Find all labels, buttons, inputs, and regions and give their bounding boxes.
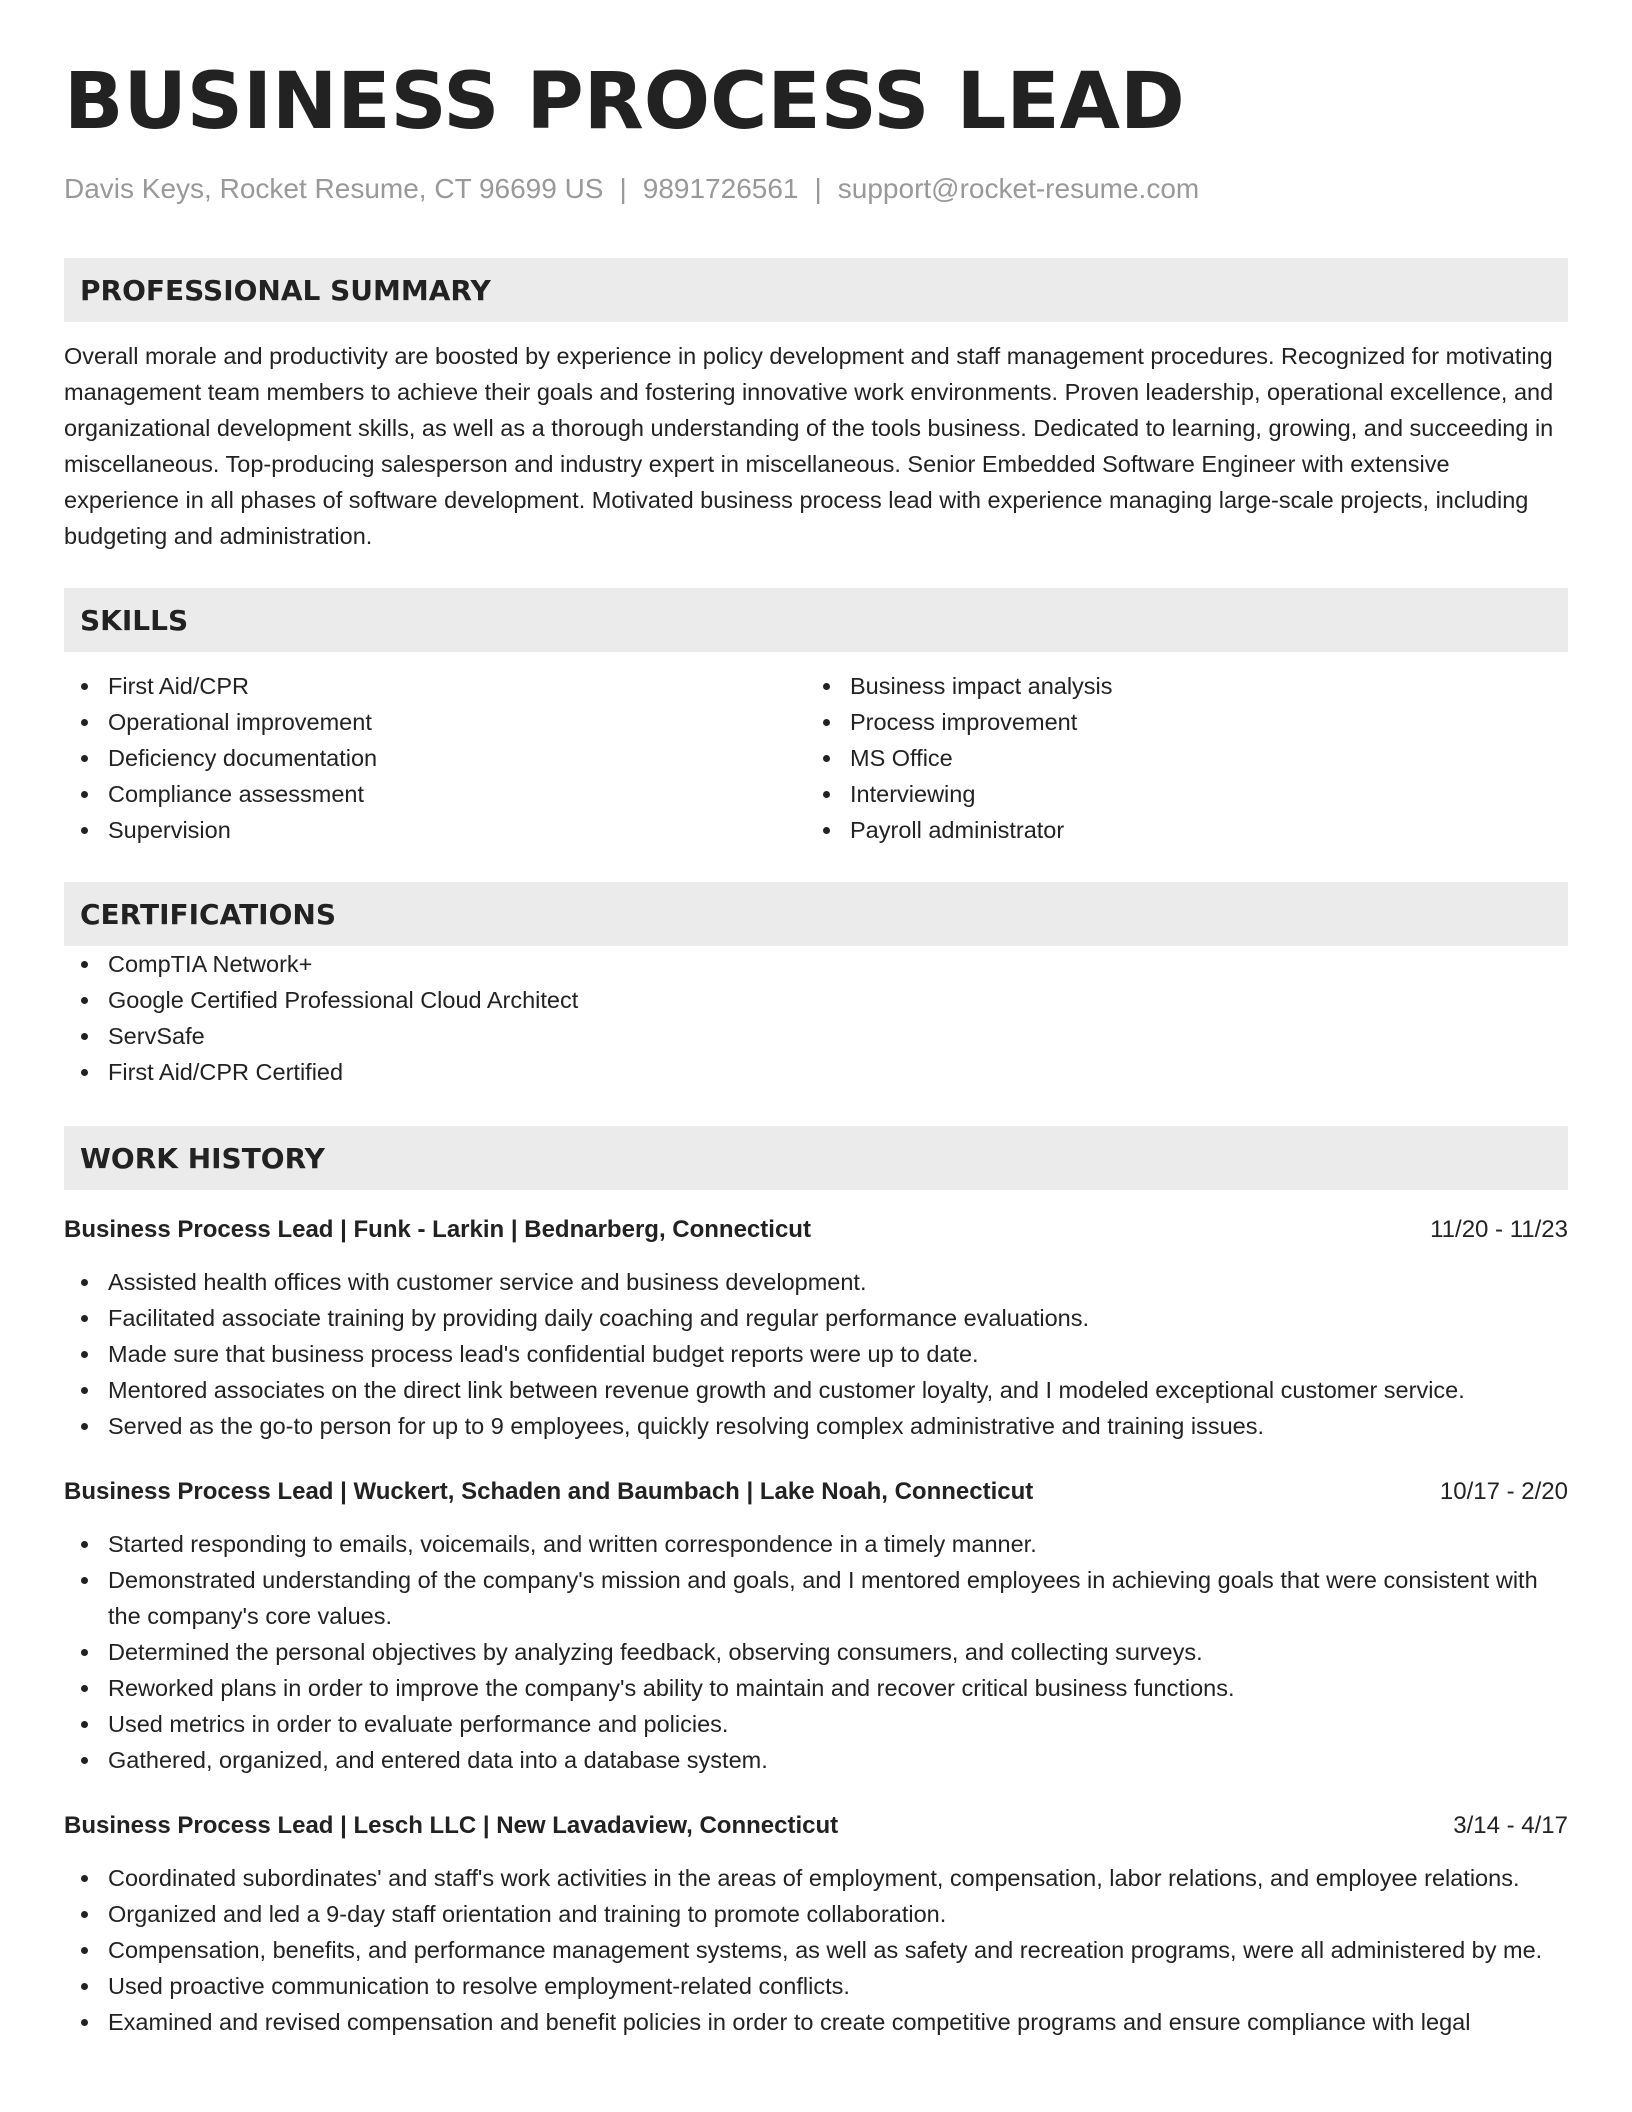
- job-duty: Made sure that business process lead's confidential budget reports were up to date.: [64, 1336, 1568, 1372]
- job-duty: Mentored associates on the direct link between revenue growth and customer loyalty, and I modeled exceptional customer service.: [64, 1372, 1568, 1408]
- job-title: Business Process Lead | Lesch LLC | New Lavadaview, Connecticut: [64, 1812, 839, 1839]
- job-entry: [64, 1808, 1568, 2040]
- certifications-list: [64, 946, 1568, 1090]
- skill-item: Payroll administrator: [806, 812, 1548, 848]
- summary-paragraph: Overall morale and productivity are boosted by experience in policy development and staff management procedures. Recognized for motivating management team members to achieve their goals and fostering innovative work environments. Proven leadership, operational excellence, and organizational development skills, as well as a thorough understanding of the tools business. Dedicated to learning, growing, and succeeding in miscellaneous. Top-producing salesperson and industry expert in miscellaneous. Senior Embedded Software Engineer with extensive experience in all phases of software development. Motivated business process lead with experience managing large-scale projects, including budgeting and administration.: [64, 343, 1554, 549]
- section-heading-certifications: CERTIFICATIONS: [64, 882, 1568, 946]
- job-duty: Determined the personal objectives by analyzing feedback, observing consumers, and collecting surveys.: [64, 1634, 1568, 1670]
- certification-item: CompTIA Network+: [64, 946, 1568, 982]
- section-heading-work-history: WORK HISTORY: [64, 1126, 1568, 1190]
- job-duty: Assisted health offices with customer service and business development.: [64, 1264, 1568, 1300]
- resume-page: [64, 0, 1568, 2040]
- job-duty: Started responding to emails, voicemails, and written correspondence in a timely manner.: [64, 1526, 1568, 1562]
- job-dates: 3/14 - 4/17: [1453, 1812, 1568, 1839]
- skill-item: Operational improvement: [64, 704, 806, 740]
- section-heading-skills: SKILLS: [64, 588, 1568, 652]
- job-header: [64, 1808, 1568, 1844]
- skill-item: Business impact analysis: [806, 668, 1548, 704]
- skill-item: Supervision: [64, 812, 806, 848]
- job-duty: Reworked plans in order to improve the company's ability to maintain and recover critical business functions.: [64, 1670, 1568, 1706]
- contact-phone: 9891726561: [642, 173, 799, 204]
- job-duty: Compensation, benefits, and performance management systems, as well as safety and recreation programs, were all administered by me.: [64, 1932, 1568, 1968]
- job-duty: Used metrics in order to evaluate performance and policies.: [64, 1706, 1568, 1742]
- contact-separator: |: [619, 173, 627, 204]
- section-heading-summary: PROFESSIONAL SUMMARY: [64, 258, 1568, 322]
- job-dates: 10/17 - 2/20: [1439, 1478, 1568, 1505]
- skill-item: Deficiency documentation: [64, 740, 806, 776]
- skills-grid: [64, 668, 1568, 848]
- skill-item: Compliance assessment: [64, 776, 806, 812]
- job-header: [64, 1474, 1568, 1510]
- job-duties-list: [64, 1526, 1568, 1778]
- job-duty: Organized and led a 9-day staff orientation and training to promote collaboration.: [64, 1896, 1568, 1932]
- resume-title: BUSINESS PROCESS LEAD: [64, 57, 1185, 147]
- contact-address: Davis Keys, Rocket Resume, CT 96699 US: [64, 173, 604, 204]
- contact-email: support@rocket-resume.com: [837, 173, 1200, 204]
- certification-item: First Aid/CPR Certified: [64, 1054, 1568, 1090]
- certification-item: Google Certified Professional Cloud Architect: [64, 982, 1568, 1018]
- job-duty: Gathered, organized, and entered data into a database system.: [64, 1742, 1568, 1778]
- job-duty: Served as the go-to person for up to 9 employees, quickly resolving complex administrative and training issues.: [64, 1408, 1568, 1444]
- skills-list-right: [806, 668, 1548, 848]
- job-duty: Coordinated subordinates' and staff's work activities in the areas of employment, compensation, labor relations, and employee relations.: [64, 1860, 1568, 1896]
- job-title: Business Process Lead | Wuckert, Schaden and Baumbach | Lake Noah, Connecticut: [64, 1478, 1034, 1505]
- job-header: [64, 1212, 1568, 1248]
- contact-separator: |: [814, 173, 822, 204]
- job-duty: Facilitated associate training by providing daily coaching and regular performance evaluations.: [64, 1300, 1568, 1336]
- job-duties-list: [64, 1860, 1568, 2040]
- job-title: Business Process Lead | Funk - Larkin | Bednarberg, Connecticut: [64, 1216, 811, 1243]
- job-entry: [64, 1474, 1568, 1778]
- skill-item: Process improvement: [806, 704, 1548, 740]
- skill-item: MS Office: [806, 740, 1548, 776]
- skill-item: Interviewing: [806, 776, 1548, 812]
- job-duty: Used proactive communication to resolve employment-related conflicts.: [64, 1968, 1568, 2004]
- job-duties-list: [64, 1264, 1568, 1444]
- job-duty: Examined and revised compensation and benefit policies in order to create competitive programs and ensure compliance with legal: [64, 2004, 1568, 2040]
- job-duty: Demonstrated understanding of the company's mission and goals, and I mentored employees in achieving goals that were consistent with the company's core values.: [64, 1562, 1568, 1634]
- job-dates: 11/20 - 11/23: [1430, 1216, 1568, 1243]
- contact-line: [64, 172, 1568, 206]
- job-entry: [64, 1212, 1568, 1444]
- skills-list-left: [64, 668, 806, 848]
- skill-item: First Aid/CPR: [64, 668, 806, 704]
- certification-item: ServSafe: [64, 1018, 1568, 1054]
